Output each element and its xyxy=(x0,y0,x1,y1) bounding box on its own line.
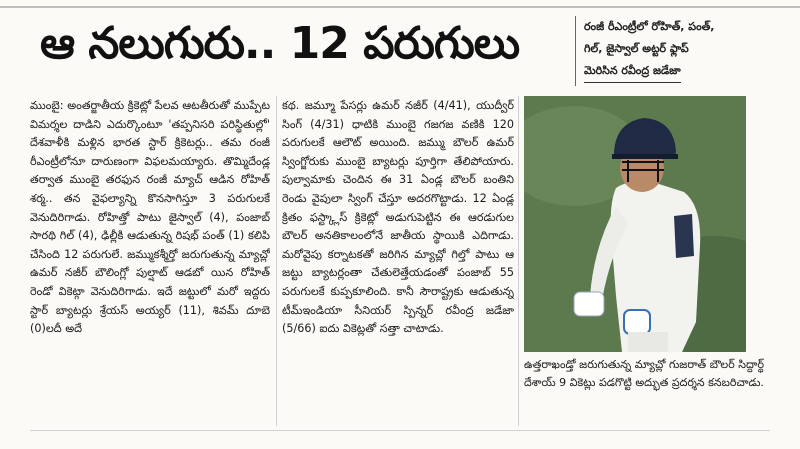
column-rule xyxy=(518,96,519,426)
article-column-1 xyxy=(30,97,270,417)
article-column-2 xyxy=(282,97,514,427)
deck-line-2: గిల్, జైస్వాల్ అట్టర్ ఫ్లాప్ xyxy=(584,42,689,55)
top-rule xyxy=(0,6,800,8)
deck-line-1: రంజీ రీఎంట్రీలో రోహిత్, పంత్, xyxy=(584,20,715,33)
headline: ఆ నలుగురు.. 12 పరుగులు xyxy=(40,18,520,69)
deck-divider xyxy=(575,16,576,86)
column-rule xyxy=(276,96,277,426)
article-text-column-2: కథ. జమ్మూ పేసర్లు ఉమర్ నజీర్ (4/41), యుద్వీర్ సింగ్ (4/31) ధాటికి ముంబై గజగజ వణికి 120 పరుగులకే ఆలౌట్ అయింది. జమ్ము బౌలర్ ఉమర్ స్వింగ్జోరుకు ముంబై బ్యాటర్లు పూర్తిగా తేలిపోయారు. పుల్వామాకు చెందిన ఈ 31 ఏండ్ల బౌలర్ బంతిని రెండు వైపులా స్వింగ్ చేస్తూ అదరగొట్టాడు. 12 ఏండ్ల క్రితం ఫస్ట్క్లాస్ క్రికెట్లో అడుగుపెట్టిన ఈ ఆరడుగుల బౌలర్ అనతికాలంలోనే జాతీయ స్థాయికి ఎదిగాడు. మరోవైపు కర్నాటకతో జరిగిన మ్యాచ్లో గిల్తో పాటు ఆ జట్టు బ్యాటర్లంతా చేతులెత్తేయడంతో పంజాబ్ 55 పరుగులకే కుప్పకూలింది. కానీ సౌరాష్ట్రకు ఆడుతున్న టీమ్ఇండియా సీనియర్ స్పిన్నర్ రవీంద్ర జడేజా (5/66) ఐదు వికెట్లతో సత్తా చాటాడు. xyxy=(282,99,514,336)
batsman-illustration xyxy=(524,96,746,352)
player-photo xyxy=(524,96,746,352)
photo-caption: ఉత్తరాఖండ్తో జరుగుతున్న మ్యాచ్లో గుజరాత్ బౌలర్ సిద్దార్థ్ దేశాయ్ 9 వికెట్లు పడగొట్టి అద్భుత ప్రదర్శన కనబరిచాడు. xyxy=(524,358,764,389)
article-text-column-1: ముంబై: అంతర్జాతీయ క్రికెట్లో పేలవ ఆటతీరుతో ముప్పేట విమర్శల దాడిని ఎదుర్కొంటూ 'తప్పనిసరి పరిస్థితుల్లో' దేశవాళీకి మళ్లిన భారత స్టార్ క్రికెటర్లు.. తమ రంజీ రీఎంట్రీలోనూ దారుణంగా విఫలమయ్యారు. తొమ్మిదేండ్ల తర్వాత ముంబై తరఫున రంజీ మ్యాచ్ ఆడిన రోహిత్ శర్మ.. తన వైఫల్యాన్ని కొనసాగిస్తూ 3 పరుగులకే వెనుదిరిగాడు. రోహిత్తో పాటు జైస్వాల్ (4), పంజాబ్ సారథి గిల్ (4), ఢిల్లీకి ఆడుతున్న రిషభ్ పంత్ (1) కలిపి చేసింది 12 పరుగులే. జమ్ముకశ్మీర్తో జరుగుతున్న మ్యాచ్లో ఉమర్ నజీర్ బౌలింగ్లో పుల్షాట్ ఆడబో యిన రోహిత్ రెండో వికెట్గా వెనుదిరిగాడు. ఇదే జట్టులో మరో ఇద్దరు స్టార్ బ్యాటర్లు శ్రేయస్ అయ్యర్ (11), శివమ్ దూబె (0)లదీ అదే xyxy=(30,99,270,336)
deck-line-3: మెరిసిన రవీంద్ర జడేజా xyxy=(584,60,681,83)
bottom-rule xyxy=(30,430,770,431)
sub-headline xyxy=(584,16,796,91)
